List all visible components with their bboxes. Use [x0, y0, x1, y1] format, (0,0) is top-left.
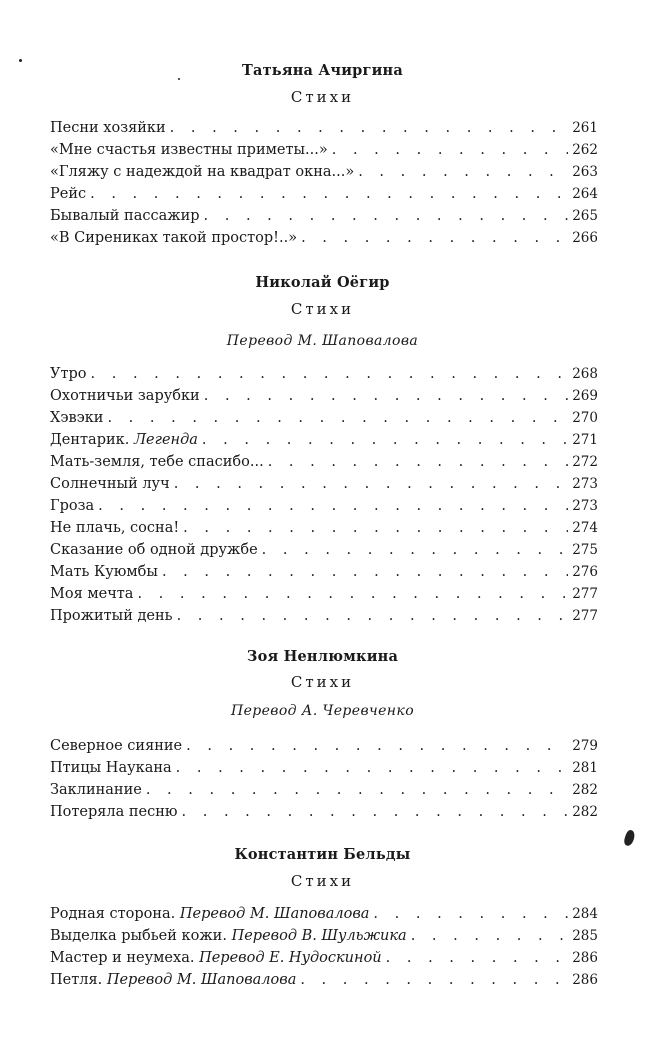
page-number: 275 [572, 542, 598, 558]
entry-title: Утро [50, 366, 87, 382]
entry-title: Родная сторона. [50, 906, 176, 922]
ink-blot [623, 829, 637, 847]
toc-entry [50, 970, 598, 990]
leader-dots [202, 430, 568, 450]
toc-entry [50, 736, 598, 756]
leader-dots [98, 496, 568, 516]
leader-dots [332, 140, 568, 160]
leader-dots [204, 206, 568, 226]
toc-entry [50, 118, 598, 138]
page-number: 261 [572, 120, 598, 136]
translator-credit: Перевод М. Шаповалова [226, 333, 419, 349]
entry-title: Солнечный луч [50, 476, 170, 492]
toc-entry [50, 206, 598, 226]
entry-title: Бывалый пассажир [50, 208, 200, 224]
page-number: 281 [572, 760, 598, 776]
scan-speck [178, 78, 180, 80]
entry-title: Северное сияние [50, 738, 183, 754]
entry-title: Прожитый день [50, 608, 173, 624]
leader-dots [177, 606, 568, 626]
leader-dots [268, 452, 568, 472]
page-number: 277 [572, 586, 598, 602]
toc-entry [50, 162, 598, 182]
leader-dots [262, 540, 568, 560]
entry-title: «Гляжу с надеждой на квадрат окна...» [50, 164, 355, 180]
page-number: 276 [572, 564, 598, 580]
author-name: Зоя Ненлюмкина [246, 648, 399, 665]
entry-title: Дентарик. [50, 432, 130, 448]
entry-title: Гроза [50, 498, 95, 514]
toc-entry [50, 228, 598, 248]
page-number: 272 [572, 454, 598, 470]
entry-title: «В Сирениках такой простор!..» [50, 230, 298, 246]
entry-note: Перевод В. Шульжика [231, 928, 407, 944]
page-number: 286 [572, 950, 598, 966]
page-number: 282 [572, 804, 598, 820]
entry-title: Рейс [50, 186, 87, 202]
leader-dots [183, 518, 568, 538]
toc-entry [50, 948, 598, 968]
entry-title: Мать Куюмбы [50, 564, 158, 580]
author-name: Константин Бельды [234, 846, 411, 863]
toc-entry [50, 408, 598, 428]
entry-title: Охотничьи зарубки [50, 388, 200, 404]
entry-note: Перевод Е. Нудоскиной [199, 950, 382, 966]
entry-title: Выделка рыбьей кожи. [50, 928, 227, 944]
entry-note: Перевод М. Шаповалова [106, 972, 297, 988]
leader-dots [411, 926, 568, 946]
translator-credit: Перевод А. Черевченко [230, 703, 415, 719]
section-heading: Стихи [290, 88, 355, 106]
entry-title: Хэвэки [50, 410, 104, 426]
toc-entry [50, 584, 598, 604]
entry-note: Перевод М. Шаповалова [179, 906, 370, 922]
entry-title: Не плачь, сосна! [50, 520, 180, 536]
leader-dots [170, 118, 568, 138]
toc-entry [50, 496, 598, 516]
page-number: 268 [572, 366, 598, 382]
leader-dots [174, 474, 568, 494]
author-name: Татьяна Ачиргина [242, 62, 403, 79]
entry-title: Мастер и неумеха. [50, 950, 195, 966]
toc-entry [50, 562, 598, 582]
toc-entry [50, 780, 598, 800]
page-number: 277 [572, 608, 598, 624]
entry-title: Песни хозяйки [50, 120, 166, 136]
page-number: 270 [572, 410, 598, 426]
toc-entry [50, 184, 598, 204]
leader-dots [386, 948, 568, 968]
toc-entry [50, 364, 598, 384]
entry-title: Мать-земля, тебе спасибо... [50, 454, 264, 470]
leader-dots [300, 970, 568, 990]
entry-title: «Мне счастья известны приметы...» [50, 142, 328, 158]
leader-dots [186, 736, 568, 756]
toc-entry [50, 606, 598, 626]
leader-dots [301, 228, 568, 248]
page-number: 284 [572, 906, 598, 922]
author-name: Николай Оёгир [255, 274, 390, 291]
leader-dots [204, 386, 568, 406]
page-number: 273 [572, 498, 598, 514]
toc-entry [50, 802, 598, 822]
entry-title: Заклинание [50, 782, 142, 798]
toc-entry [50, 386, 598, 406]
page-number: 262 [572, 142, 598, 158]
toc-entry [50, 926, 598, 946]
leader-dots [176, 758, 568, 778]
page-number: 282 [572, 782, 598, 798]
toc-entry [50, 904, 598, 924]
toc-entry [50, 758, 598, 778]
page-number: 264 [572, 186, 598, 202]
leader-dots [162, 562, 568, 582]
toc-entry [50, 474, 598, 494]
leader-dots [90, 184, 568, 204]
section-heading: Стихи [290, 872, 355, 890]
entry-title: Птицы Наукана [50, 760, 172, 776]
leader-dots [91, 364, 568, 384]
page-number: 286 [572, 972, 598, 988]
page-number: 279 [572, 738, 598, 754]
section-heading: Стихи [290, 300, 355, 318]
toc-entry [50, 140, 598, 160]
page-number: 271 [572, 432, 598, 448]
page-number: 273 [572, 476, 598, 492]
page-number: 274 [572, 520, 598, 536]
page-number: 265 [572, 208, 598, 224]
page-number: 263 [572, 164, 598, 180]
page-number: 285 [572, 928, 598, 944]
section-heading: Стихи [290, 673, 355, 691]
page-number: 269 [572, 388, 598, 404]
toc-entry [50, 518, 598, 538]
leader-dots [137, 584, 568, 604]
entry-title: Петля. [50, 972, 103, 988]
entry-title: Сказание об одной дружбе [50, 542, 258, 558]
leader-dots [373, 904, 568, 924]
leader-dots [146, 780, 568, 800]
toc-entry [50, 430, 598, 450]
leader-dots [107, 408, 568, 428]
toc-entry [50, 540, 598, 560]
scan-speck [19, 59, 22, 62]
page-number: 266 [572, 230, 598, 246]
leader-dots [182, 802, 568, 822]
entry-note: Легенда [133, 432, 198, 448]
entry-title: Моя мечта [50, 586, 134, 602]
leader-dots [358, 162, 568, 182]
entry-title: Потеряла песню [50, 804, 178, 820]
toc-entry [50, 452, 598, 472]
